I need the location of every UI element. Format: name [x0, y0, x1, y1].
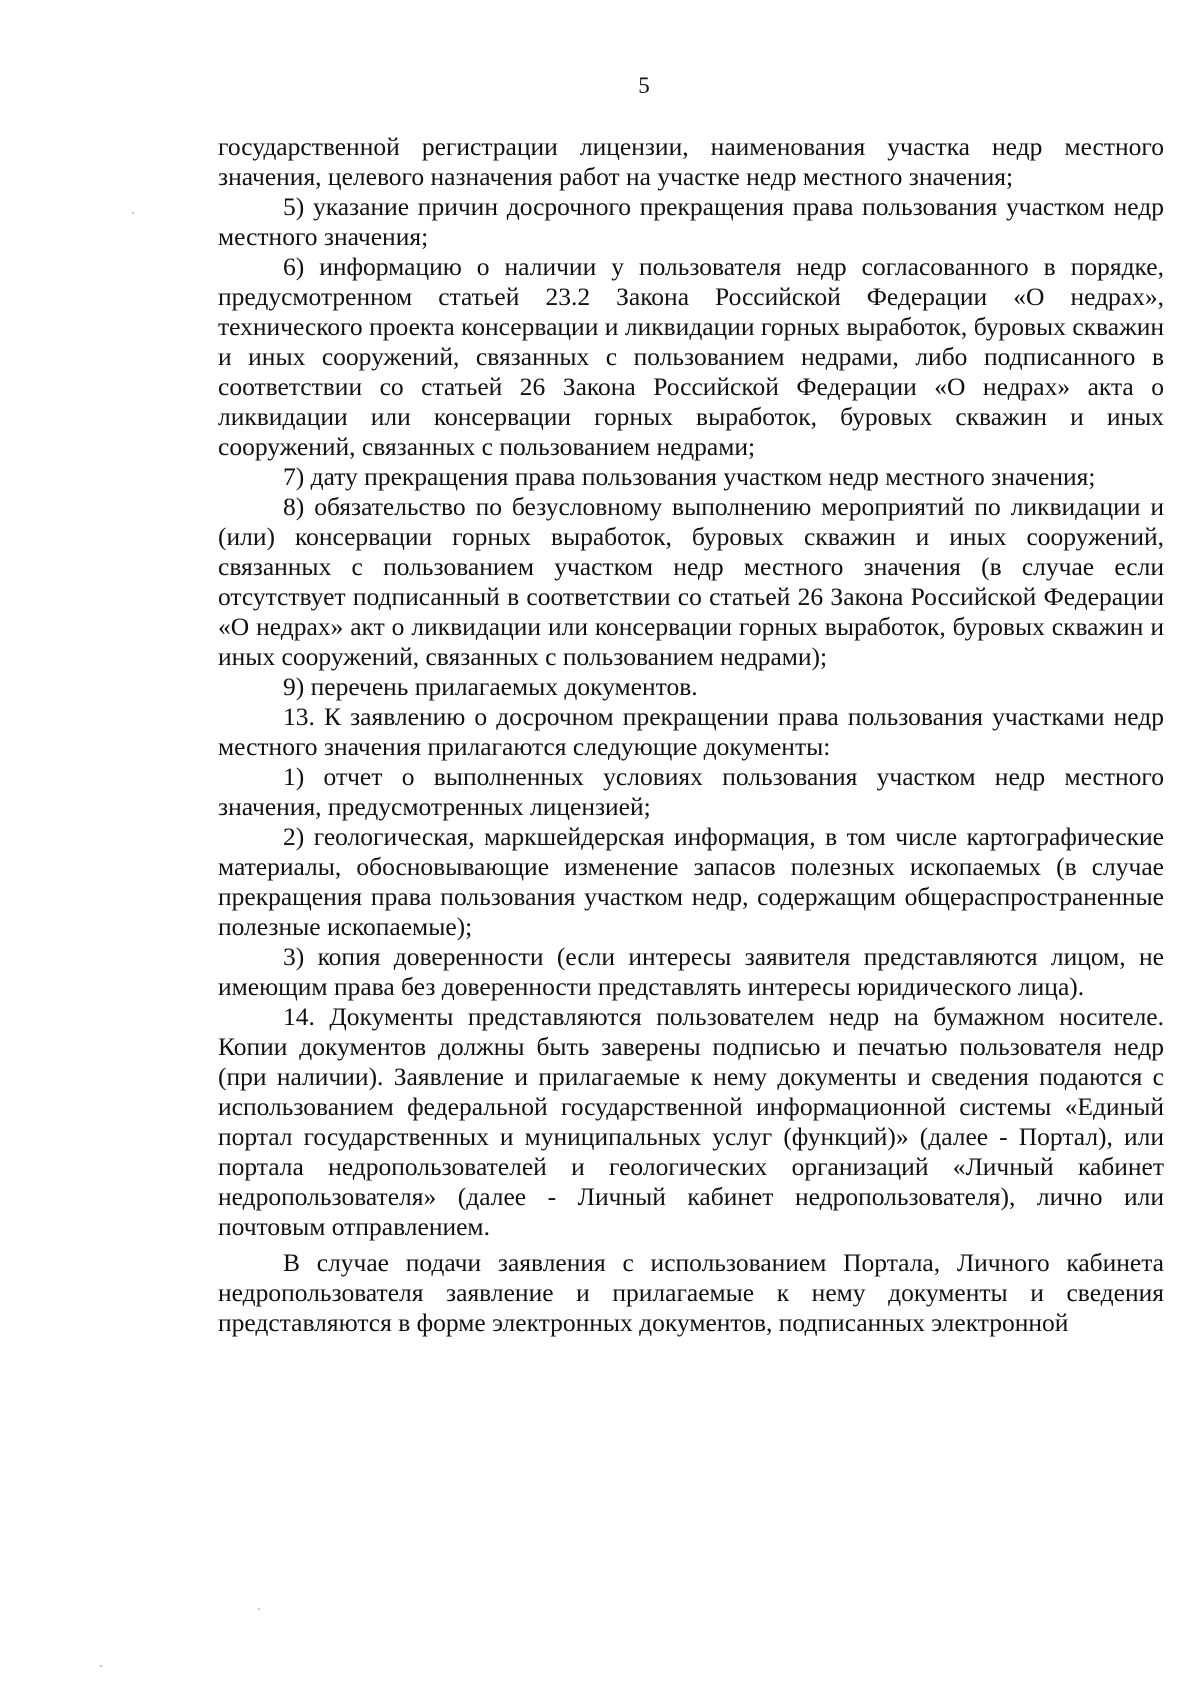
paragraph-continuation: государственной регистрации лицензии, наименования участка недр местного значения, целевого назначения работ на участке недр местного значения;: [218, 132, 1164, 191]
document-body: [218, 132, 1164, 1338]
paragraph-doc-1: 1) отчет о выполненных условиях пользования участком недр местного значения, предусмотренных лицензией;: [218, 762, 1164, 821]
paragraph-item-6: 6) информацию о наличии у пользователя недр согласованного в порядке, предусмотренном статьей 23.2 Закона Российской Федерации «О недрах», технического проекта консервации и ликвидации горных выработок, буровых скважин и иных сооружений, связанных с пользованием недрами, либо подписанного в соответствии со статьей 26 Закона Российской Федерации «О недрах» акта о ликвидации или консервации горных выработок, буровых скважин и иных сооружений, связанных с пользованием недрами;: [218, 252, 1164, 461]
paragraph-item-8: 8) обязательство по безусловному выполнению мероприятий по ликвидации и (или) консервации горных выработок, буровых скважин и иных сооружений, связанных с пользованием участком недр местного значения (в случае если отсутствует подписанный в соответствии со статьей 26 Закона Российской Федерации «О недрах» акт о ликвидации или консервации горных выработок, буровых скважин и иных сооружений, связанных с пользованием недрами);: [218, 492, 1164, 671]
scan-speck: [132, 212, 134, 214]
paragraph-item-9: 9) перечень прилагаемых документов.: [283, 672, 698, 701]
paragraph-doc-2: 2) геологическая, маркшейдерская информация, в том числе картографические материалы, обосновывающие изменение запасов полезных ископаемых (в случае прекращения права пользования участком недр, содержащим общераспространенные полезные ископаемые);: [218, 822, 1164, 941]
scan-speck: [258, 1608, 260, 1610]
paragraph-clause-13: 13. К заявлению о досрочном прекращении права пользования участками недр местного значения прилагаются следующие документы:: [218, 702, 1164, 761]
paragraph-clause-14: 14. Документы представляются пользователем недр на бумажном носителе. Копии документов должны быть заверены подписью и печатью пользователя недр (при наличии). Заявление и прилагаемые к нему документы и сведения подаются с использованием федеральной государственной информационной системы «Единый портал государственных и муниципальных услуг (функций)» (далее - Портал), или портала недропользователей и геологических организаций «Личный кабинет недропользователя» (далее - Личный кабинет недропользователя), лично или почтовым отправлением.: [218, 1002, 1164, 1241]
scan-speck: [100, 1665, 102, 1667]
paragraph-electronic-submission: В случае подачи заявления с использованием Портала, Личного кабинета недропользователя заявление и прилагаемые к нему документы и сведения представляются в форме электронных документов, подписанных электронной: [218, 1248, 1164, 1337]
paragraph-item-7: 7) дату прекращения права пользования участком недр местного значения;: [283, 462, 1096, 491]
paragraph-item-5: 5) указание причин досрочного прекращения права пользования участком недр местного значения;: [218, 192, 1164, 251]
page-number: 5: [638, 73, 650, 98]
paragraph-doc-3: 3) копия доверенности (если интересы заявителя представляются лицом, не имеющим права без доверенности представлять интересы юридического лица).: [218, 942, 1164, 1001]
